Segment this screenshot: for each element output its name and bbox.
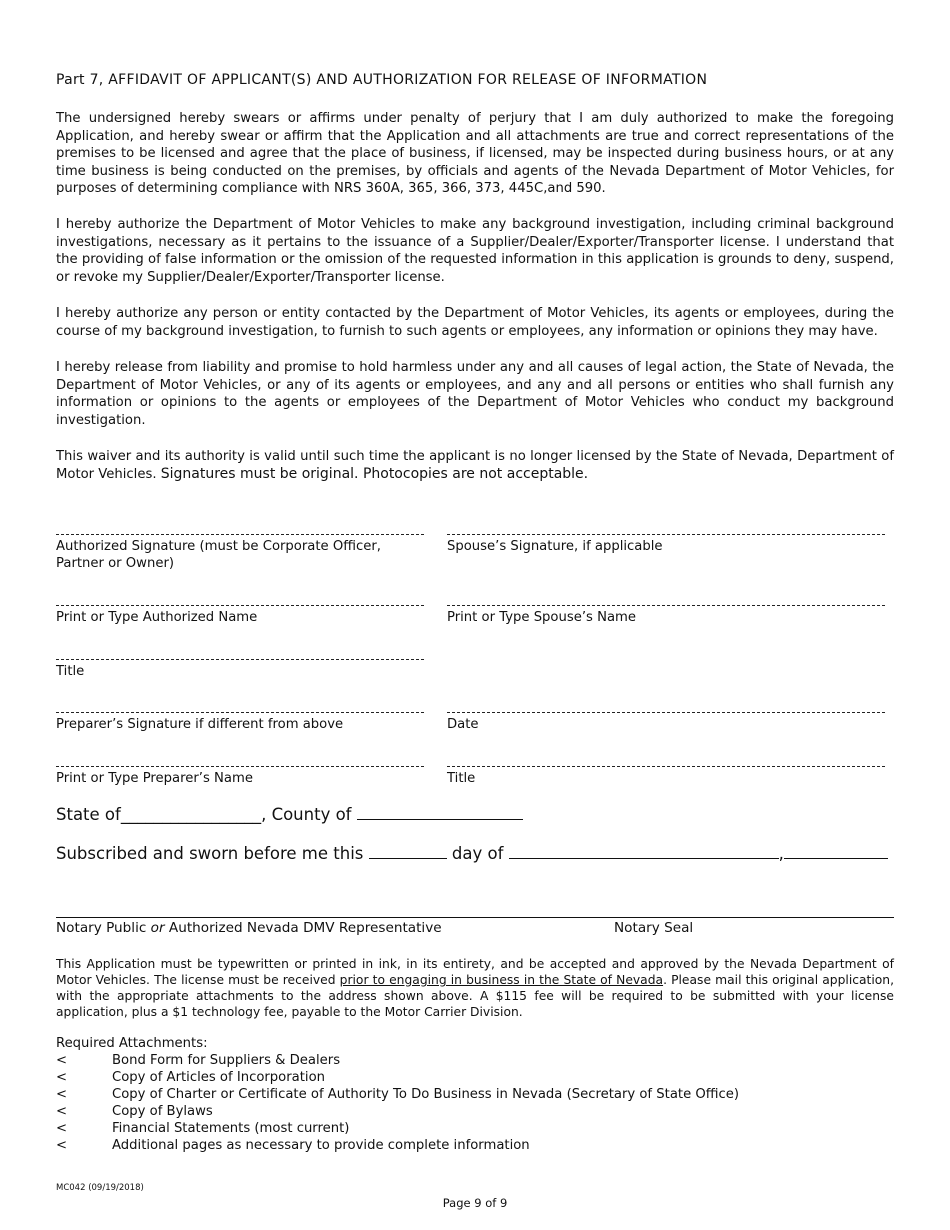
county-of-label: , County of (261, 805, 352, 824)
notary-signature-line[interactable] (56, 917, 894, 918)
instructions-part2: . Please mail this original application, with the appropriate attachments to the address shown above. A $115 fee will be required to be submitted with your license application, plus a $1 technology fee, payable to the Motor Carrier Division. (56, 973, 895, 1019)
date-line[interactable] (447, 712, 885, 713)
notary-public-text: Notary Public (56, 920, 147, 936)
form-code: MC042 (09/19/2018) (56, 1183, 144, 1193)
list-item (56, 1052, 340, 1069)
attachment-label: Additional pages as necessary to provide complete information (112, 1138, 530, 1153)
state-blank[interactable]: _________________ (120, 805, 262, 824)
authorized-signature-label: Authorized Signature (must be Corporate Officer, Partner or Owner) (56, 539, 381, 571)
year-blank[interactable] (784, 844, 888, 859)
liability-release-paragraph: I hereby release from liability and promise to hold harmless under any and all causes of legal action, the State of Nevada, the Department of Motor Vehicles, or any of its agents or employees, and any and all persons or entities who shall furnish any information or opinions to the agents or employees of the Department of Motor Vehicles who conduct my background investigation. (56, 360, 894, 428)
preparer-signature-label: Preparer’s Signature if different from above (56, 717, 344, 732)
instructions-part1: This Application must be typewritten or printed in ink, in its entirety, and be accepted and approved by the Nevada Department of Motor Vehicles. The license must be received (56, 957, 894, 987)
date-label: Date (447, 717, 479, 732)
attachment-label: Bond Form for Suppliers & Dealers (112, 1053, 341, 1068)
signature-original-notice: Signatures must be original. Photocopies are not acceptable. (160, 465, 589, 482)
title-line-left[interactable] (56, 659, 424, 660)
preparer-name-line[interactable] (56, 766, 424, 767)
bullet-icon: < (56, 1121, 68, 1136)
print-spouse-name-label: Print or Type Spouse’s Name (447, 610, 637, 625)
spouse-name-line[interactable] (447, 605, 885, 606)
month-blank[interactable] (509, 844, 779, 859)
day-of-label: day of (451, 844, 504, 863)
attachment-label: Copy of Articles of Incorporation (112, 1070, 326, 1085)
notary-seal-label: Notary Seal (614, 920, 694, 936)
release-information-paragraph: I hereby authorize any person or entity contacted by the Department of Motor Vehicles, its agents or employees, during the course of my background investigation, to furnish to such agents or employees, any information or opinions they may have. (56, 306, 894, 339)
notary-public-label (56, 920, 442, 937)
comma: , (778, 844, 784, 863)
bullet-icon: < (56, 1053, 68, 1068)
print-preparer-name-label: Print or Type Preparer’s Name (56, 771, 253, 786)
preparer-signature-line[interactable] (56, 712, 424, 713)
attachments-heading: Required Attachments: (56, 1036, 208, 1051)
instructions-underlined: prior to engaging in business in the State of Nevada (339, 973, 664, 987)
title-line-right[interactable] (447, 766, 885, 767)
authorized-signature-line[interactable] (56, 534, 424, 535)
bullet-icon: < (56, 1138, 68, 1153)
day-blank[interactable] (369, 844, 447, 859)
authorized-name-line[interactable] (56, 605, 424, 606)
title-label-left: Title (56, 664, 85, 679)
print-authorized-name-label: Print or Type Authorized Name (56, 610, 258, 625)
waiver-paragraph (56, 448, 894, 483)
instructions-paragraph (56, 956, 894, 1020)
spouse-signature-label: Spouse’s Signature, if applicable (447, 539, 663, 554)
waiver-text: This waiver and its authority is valid until such time the applicant is no longer licensed by the State of Nevada, Department of Motor Vehicles. (56, 449, 894, 482)
list-item (56, 1120, 349, 1137)
or-text: or (150, 920, 165, 936)
list-item (56, 1103, 213, 1120)
title-label-right: Title (447, 771, 476, 786)
list-item (56, 1069, 325, 1086)
list-item (56, 1086, 739, 1103)
bullet-icon: < (56, 1104, 68, 1119)
section-heading: Part 7, AFFIDAVIT OF APPLICANT(S) AND AUTHORIZATION FOR RELEASE OF INFORMATION (56, 72, 708, 88)
authorized-rep-text: Authorized Nevada DMV Representative (168, 920, 442, 936)
attachment-label: Copy of Bylaws (112, 1104, 213, 1119)
page-number: Page 9 of 9 (442, 1196, 508, 1210)
bullet-icon: < (56, 1087, 68, 1102)
spouse-signature-line[interactable] (447, 534, 885, 535)
list-item (56, 1137, 530, 1154)
bullet-icon: < (56, 1070, 68, 1085)
subscribed-label: Subscribed and sworn before me this (56, 844, 364, 863)
state-county-row (56, 805, 523, 824)
affidavit-paragraph: The undersigned hereby swears or affirms under penalty of perjury that I am duly authorized to make the foregoing Application, and hereby swear or affirm that the Application and all attachments are true and correct representations of the premises to be licensed and agree that the place of business, if licensed, may be inspected during business hours, or at any time business is being conducted on the premises, by officials and agents of the Nevada Department of Motor Vehicles, for purposes of determining compliance with NRS 360A, 365, 366, 373, 445C,and 590. (56, 111, 894, 197)
attachment-label: Copy of Charter or Certificate of Authority To Do Business in Nevada (Secretary of State Office) (112, 1087, 740, 1102)
attachment-label: Financial Statements (most current) (112, 1121, 350, 1136)
state-of-label: State of (56, 805, 121, 824)
county-blank[interactable] (357, 805, 523, 820)
authorization-paragraph: I hereby authorize the Department of Motor Vehicles to make any background investigation, including criminal background investigations, necessary as it pertains to the issuance of a Supplier/Dealer/Exporter/Transporter license. I understand that the providing of false information or the omission of the requested information in this application is grounds to deny, suspend, or revoke my Supplier/Dealer/Exporter/Transporter license. (56, 217, 894, 285)
subscribed-sworn-row (56, 844, 894, 863)
